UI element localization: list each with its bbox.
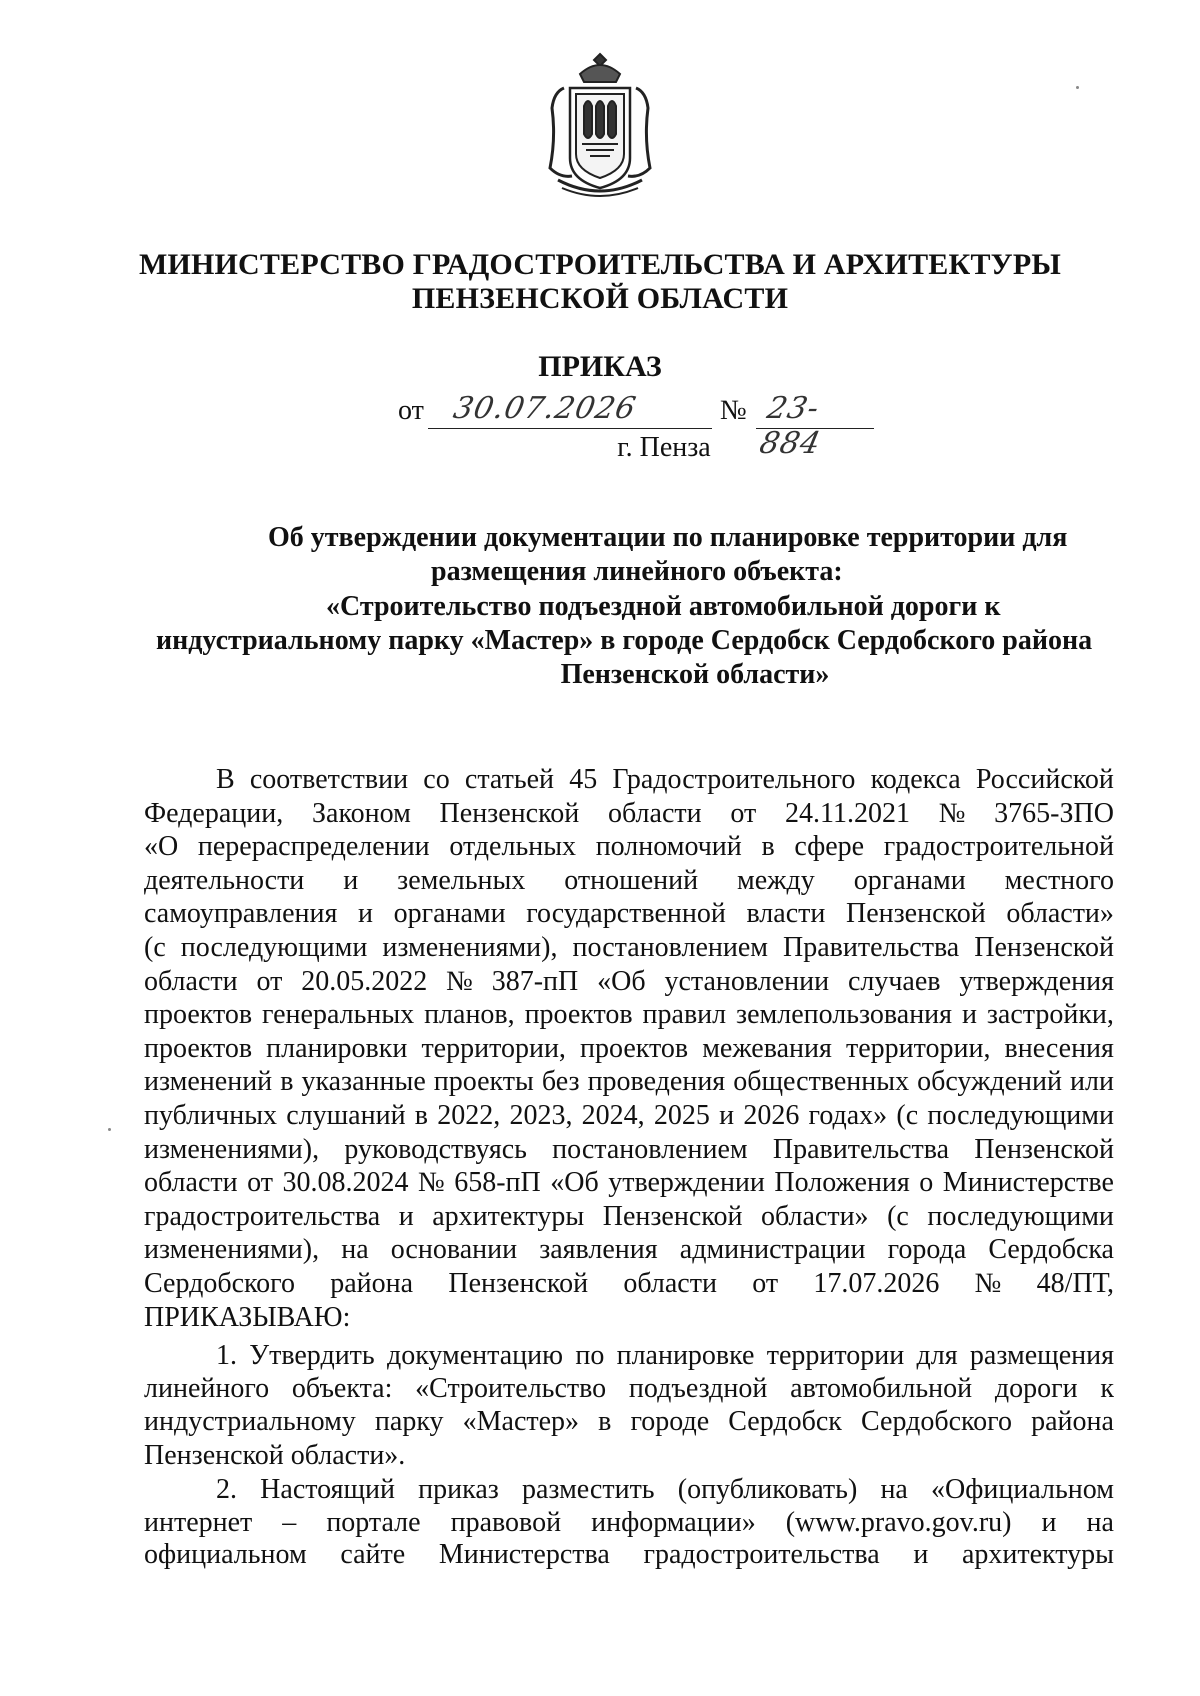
body-line: Сердобского района Пензенской области от 17.07.2026 № 48/ПТ, xyxy=(144,1268,1114,1299)
body-line: (с последующими изменениями), постановлением Правительства Пензенской xyxy=(144,932,1114,963)
body-line: Федерации, Законом Пензенской области от 24.11.2021 № 3765-ЗПО xyxy=(144,797,1114,829)
date-prefix: от xyxy=(398,395,424,426)
number-prefix: № xyxy=(720,395,747,426)
body-line: «О перераспределении отдельных полномочий в сфере градостроительной xyxy=(144,831,1114,863)
body-line: 1. Утвердить документацию по планировке территории для размещения xyxy=(216,1340,1114,1371)
body-line: В соответствии со статьей 45 Градостроительного кодекса Российской xyxy=(216,764,1114,795)
date-underline xyxy=(428,428,712,429)
subject-line: размещения линейного объекта: xyxy=(431,556,843,587)
body-line: 2. Настоящий приказ разместить (опубликовать) на «Официальном xyxy=(216,1474,1114,1505)
ministry-name-line1: МИНИСТЕРСТВО ГРАДОСТРОИТЕЛЬСТВА И АРХИТЕКТУРЫ xyxy=(138,248,1062,281)
body-line: Пензенской области». xyxy=(144,1439,406,1471)
body-line: публичных слушаний в 2022, 2023, 2024, 2025 и 2026 годах» (с последующими xyxy=(144,1100,1114,1131)
penza-region-coat-of-arms-icon xyxy=(540,48,660,202)
body-line: ПРИКАЗЫВАЮ: xyxy=(144,1301,351,1333)
body-line: изменениями), руководствуясь постановлением Правительства Пензенской xyxy=(144,1133,1114,1165)
body-line: официальном сайте Министерства градостроительства и архитектуры xyxy=(144,1539,1114,1570)
document-type: ПРИКАЗ xyxy=(538,350,662,383)
body-line: линейного объекта: «Строительство подъездной автомобильной дороги к xyxy=(144,1373,1114,1405)
body-line: изменениями), на основании заявления администрации города Сердобска xyxy=(144,1234,1114,1266)
body-line: проектов генеральных планов, проектов правил землепользования и застройки, xyxy=(144,999,1114,1031)
body-line: области от 30.08.2024 № 658-пП «Об утверждении Положения о Министерстве xyxy=(144,1167,1114,1199)
body-line: интернет – портале правовой информации» (www.pravo.gov.ru) и на xyxy=(144,1506,1114,1538)
body-line: градостроительства и архитектуры Пензенской области» (с последующими xyxy=(144,1200,1114,1232)
body-line: проектов планировки территории, проектов межевания территории, внесения xyxy=(144,1032,1114,1064)
body-line: области от 20.05.2022 № 387-пП «Об установлении случаев утверждения xyxy=(144,965,1114,997)
body-line: изменений в указанные проекты без проведения общественных обсуждений или xyxy=(144,1066,1114,1098)
scan-speck xyxy=(108,1128,111,1131)
city: г. Пенза xyxy=(617,432,711,463)
subject-line: Пензенской области» xyxy=(560,659,830,690)
subject-line: Об утверждении документации по планировке территории для xyxy=(268,522,1068,553)
scan-speck xyxy=(1076,86,1079,89)
subject-line: «Строительство подъездной автомобильной дороги к xyxy=(326,591,1001,622)
subject-line: индустриальному парку «Мастер» в городе Сердобск Сердобского района xyxy=(156,625,1093,656)
body-line: индустриальному парку «Мастер» в городе Сердобск Сердобского района xyxy=(144,1406,1114,1438)
body-line: деятельности и земельных отношений между органами местного xyxy=(144,864,1114,896)
body-line: самоуправления и органами государственной власти Пензенской области» xyxy=(144,898,1114,930)
handwritten-date: 30.07.2026 xyxy=(450,391,640,426)
ministry-name-line2: ПЕНЗЕНСКОЙ ОБЛАСТИ xyxy=(411,282,789,315)
handwritten-number: 23-884 xyxy=(756,391,825,461)
